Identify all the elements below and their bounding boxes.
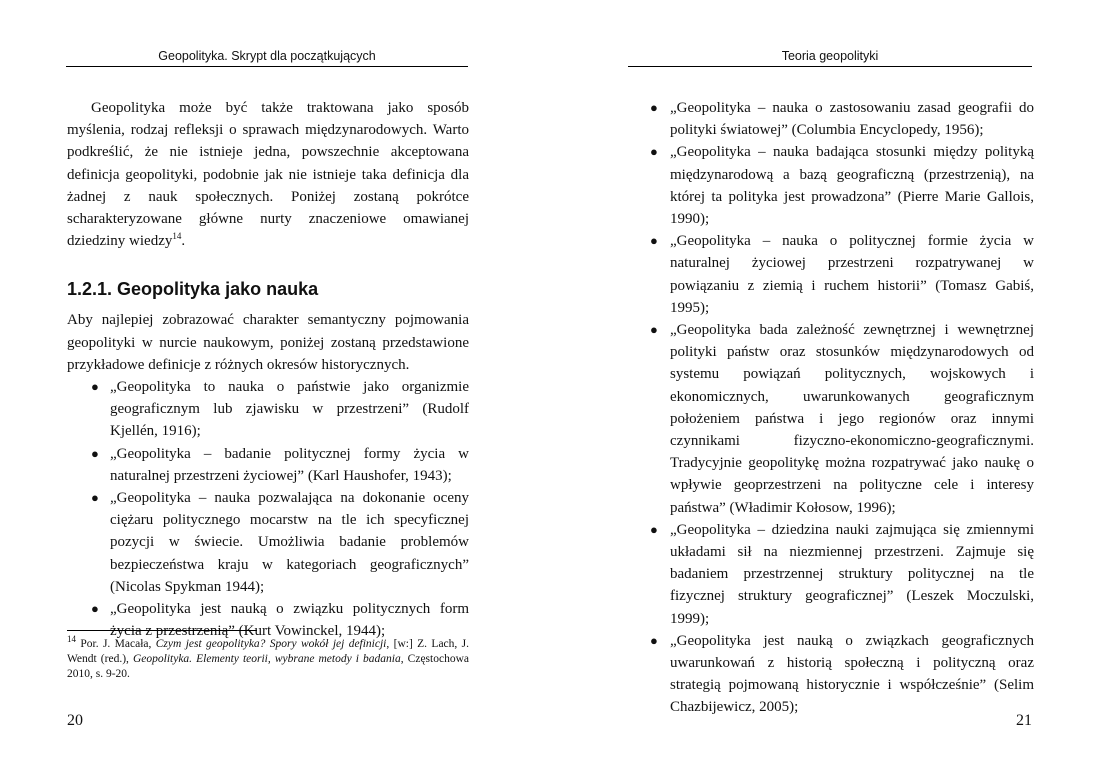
- footnote-text: , [w:] Z. Lach, J. Wendt (red.),: [67, 638, 470, 666]
- bullet-icon: ●: [650, 322, 658, 338]
- list-item: [67, 376, 469, 443]
- running-head-right: Teoria geopolityki: [781, 49, 879, 63]
- bullet-icon: ●: [650, 521, 658, 537]
- definition-text: „Geopolityka – dziedzina nauki zajmująca się zmiennymi układami sił na niezmiennej przestrzeni. Zajmuje się badaniem przestrzennej struktury politycznej na tle fizycznej struktury geograficznej” (Leszek Moczulski, 1999);: [670, 521, 1034, 627]
- bullet-icon: ●: [91, 490, 99, 506]
- definition-list-right: [648, 97, 1034, 719]
- list-item: [648, 630, 1034, 719]
- footnote-reference: 14: [172, 231, 182, 242]
- section-intro: Aby najlepiej zobrazować charakter semantyczny pojmowania geopolityki w nurcie naukowym, poniżej zostaną przedstawione przykładowe definicje z różnych okresów historycznych.: [67, 312, 469, 373]
- footnote-book-title: Geopolityka. Elementy teorii, wybrane metody i badania: [132, 653, 401, 666]
- page-number-left: 20: [67, 712, 83, 729]
- definition-text: „Geopolityka jest nauką o związkach geograficznych uwarunkowań z historią społeczną i polityczną oraz strategią pojmowaną historycznie i współcześnie” (Selim Chazbijewicz, 2005);: [670, 632, 1034, 716]
- definition-text: „Geopolityka bada zależność zewnętrznej i wewnętrznej polityki państw oraz stosunków międzynarodowych od systemu powiązań politycznych, wojskowych i ekonomicznych, uwarunkowanych geograficznym położeniem państwa i jego regionów oraz innymi czynnikami fizyczno-ekonomiczno-geograficznymi. Tradycyjnie geopolitykę można rozpatrywać jako naukę o wpływie geoprzestrzeni na polityczne cele i interesy państwa” (Władimir Kołosow, 1996);: [670, 322, 1034, 516]
- definition-text: „Geopolityka to nauka o państwie jako organizmie geograficznym lub zjawisku w przestrzeni” (Rudolf Kjellén, 1916);: [110, 379, 469, 440]
- bullet-icon: ●: [650, 144, 658, 160]
- bullet-icon: ●: [91, 601, 99, 617]
- footnote-rule: [67, 630, 257, 631]
- header-rule-left: [66, 66, 468, 67]
- intro-end: .: [181, 233, 186, 250]
- right-page: [550, 0, 1100, 779]
- definition-text: „Geopolityka – nauka o zastosowaniu zasad geografii do polityki światowej” (Columbia Encyclopedy, 1956);: [670, 100, 1034, 139]
- intro-paragraph: [67, 97, 469, 252]
- list-item: [648, 97, 1034, 141]
- footnote-text: Por. J. Macała,: [76, 638, 156, 650]
- list-item: [648, 319, 1034, 519]
- footnote-text: , Częstochowa 2010, s. 9-20.: [67, 653, 469, 681]
- definition-text: „Geopolityka – nauka badająca stosunki między polityką międzynarodową a bazą geograficzną (przestrzenią), na której ta polityka jest prowadzona” (Pierre Marie Gallois, 1990);: [670, 144, 1034, 228]
- page-number-right: 21: [1016, 712, 1032, 729]
- list-item: [67, 443, 469, 487]
- bullet-icon: ●: [650, 100, 658, 115]
- section-heading: 1.2.1. Geopolityka jako nauka: [67, 279, 319, 300]
- footnote-article-title: Czym jest geopolityka? Spory wokół jej definicji: [155, 638, 387, 650]
- definition-text: „Geopolityka jest nauką o związku politycznych form życia z przestrzenią” (Kurt Vowinckel, 1944);: [110, 601, 469, 640]
- list-item: [67, 487, 469, 598]
- header-rule-right: [628, 66, 1032, 67]
- definition-text: „Geopolityka – badanie politycznej formy życia w naturalnej przestrzeni życiowej” (Karl Haushofer, 1943);: [110, 445, 469, 484]
- intro-text: Geopolityka może być także traktowana jako sposób myślenia, rodzaj refleksji o sprawach międzynarodowych. Warto podkreślić, że nie istnieje jedna, powszechnie akceptowana definicja geopolityki, podobnie jak nie istnieje taka definicja dla żadnej z nauk społecznych. Poniżej zostaną pokrótce scharakteryzowane główne nurty znaczeniowe omawianej dziedziny wiedzy: [67, 100, 469, 250]
- bullet-icon: ●: [650, 632, 658, 648]
- definition-text: „Geopolityka – nauka o politycznej formie życia w naturalnej życiowej przestrzeni rozpatrywanej w powiązaniu z ziemią i ruchem historii” (Tomasz Gabiś, 1995);: [670, 233, 1034, 316]
- footnote: [67, 634, 470, 683]
- bullet-icon: ●: [650, 233, 658, 249]
- bullet-icon: ●: [91, 445, 99, 461]
- list-item: [648, 230, 1034, 319]
- right-body: [648, 97, 1034, 719]
- definition-text: „Geopolityka – nauka pozwalająca na dokonanie oceny ciężaru politycznego mocarstw na tle ich specyficznej pozycji w świecie. Umożliwia badanie problemów bezpieczeństwa kraju w kategoriach geograficznych” (Nicolas Spykman 1944);: [110, 490, 469, 595]
- running-head-left: Geopolityka. Skrypt dla początkujących: [158, 49, 376, 63]
- footnote-number: 14: [67, 634, 76, 645]
- list-item: [648, 141, 1034, 230]
- list-item: [648, 519, 1034, 630]
- bullet-icon: ●: [91, 379, 99, 395]
